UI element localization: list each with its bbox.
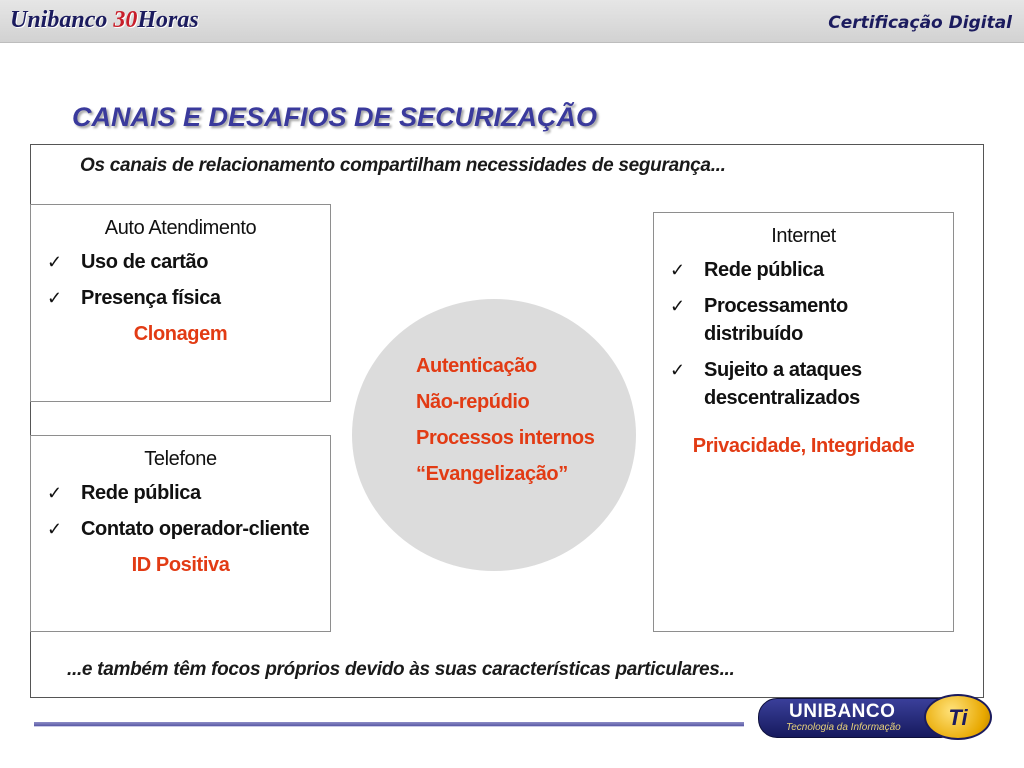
common-need-item: “Evangelização”: [416, 463, 568, 485]
list-item-label: Presença física: [81, 287, 221, 309]
check-icon: ✓: [47, 288, 62, 308]
list-item-label: Uso de cartão: [81, 251, 209, 273]
check-icon: ✓: [670, 296, 685, 316]
intro-text: Os canais de relacionamento compartilham necessidades de segurança...: [80, 155, 726, 176]
common-need-item: Não-repúdio: [416, 391, 530, 413]
channel-box-auto-atendimento: [30, 204, 331, 402]
list-item: [654, 356, 953, 412]
common-needs-list: [416, 352, 594, 496]
brand-number: 30: [113, 7, 138, 33]
channel-box-internet: [653, 212, 954, 632]
common-need-item: Processos internos: [416, 427, 595, 449]
list-item: [31, 284, 330, 312]
common-need-item: Autenticação: [416, 355, 537, 377]
channel-risk: Privacidade, Integridade: [692, 435, 915, 457]
list-item-label: Rede pública: [81, 482, 201, 504]
section-label: Certificação Digital: [828, 13, 1012, 33]
check-icon: ✓: [47, 252, 62, 272]
brand-prefix: Unibanco: [10, 7, 114, 33]
channel-list: [654, 256, 953, 412]
list-item-label: Rede pública: [704, 259, 824, 281]
list-item: [654, 292, 953, 348]
brand-suffix: Horas: [137, 7, 199, 33]
brand-logo-text: [10, 7, 199, 34]
check-icon: ✓: [670, 260, 685, 280]
ti-badge-icon: [924, 694, 992, 740]
logo-badge-text: Ti: [948, 705, 968, 730]
footer-divider: [34, 722, 744, 727]
header-bar: [0, 0, 1024, 43]
list-item: [31, 515, 330, 543]
channel-risk: Clonagem: [133, 323, 228, 345]
list-item: [31, 479, 330, 507]
page-title: CANAIS E DESAFIOS DE SECURIZAÇÃO: [72, 102, 598, 132]
list-item-label: Sujeito a ataques descentralizados: [704, 359, 862, 409]
channel-risk: ID Positiva: [131, 554, 230, 576]
channel-heading: Auto Atendimento: [104, 217, 257, 239]
channel-heading: Telefone: [144, 448, 217, 470]
check-icon: ✓: [47, 483, 62, 503]
list-item: [31, 248, 330, 276]
list-item: [654, 256, 953, 284]
check-icon: ✓: [47, 519, 62, 539]
channel-heading: Internet: [771, 225, 836, 247]
logo-subtitle: Tecnologia da Informação: [786, 722, 901, 733]
channel-box-telefone: [30, 435, 331, 632]
list-item-label: Processamento distribuído: [704, 295, 848, 345]
list-item-label: Contato operador-cliente: [81, 518, 310, 540]
channel-list: [31, 479, 330, 543]
channel-list: [31, 248, 330, 312]
logo-name: UNIBANCO: [789, 701, 896, 722]
unibanco-logo: [758, 694, 998, 742]
check-icon: ✓: [670, 360, 685, 380]
outro-text: ...e também têm focos próprios devido às suas características particulares...: [67, 659, 735, 680]
